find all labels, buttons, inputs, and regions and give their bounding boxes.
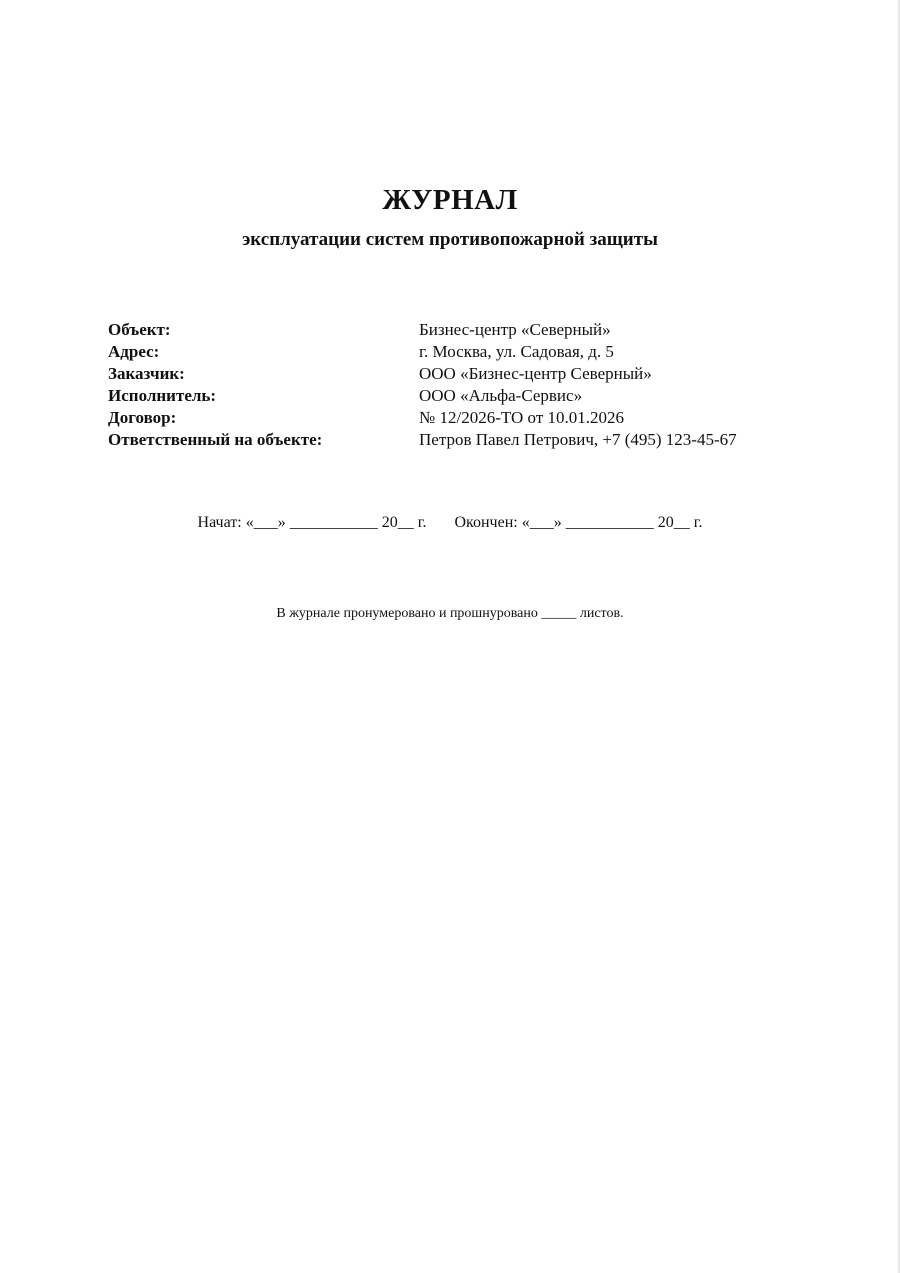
document-subtitle: эксплуатации систем противопожарной защиты <box>242 229 658 250</box>
info-value: Бизнес-центр «Северный» <box>419 320 611 339</box>
info-row-responsible <box>108 429 808 451</box>
info-row-contractor <box>108 385 808 407</box>
info-table <box>108 319 808 451</box>
info-label: Исполнитель: <box>108 386 217 405</box>
started-date: Начат: «___» ___________ 20__ г. <box>197 514 427 531</box>
info-row-address <box>108 341 808 363</box>
info-label: Объект: <box>108 320 171 339</box>
info-label: Адрес: <box>108 342 160 361</box>
info-row-customer <box>108 363 808 385</box>
pages-note: В журнале пронумеровано и прошнуровано _____ листов. <box>276 606 624 621</box>
info-value: г. Москва, ул. Садовая, д. 5 <box>419 342 614 361</box>
info-value: Петров Павел Петрович, +7 (495) 123-45-67 <box>419 430 737 449</box>
document-title: ЖУРНАЛ <box>382 184 518 216</box>
info-label: Договор: <box>108 408 177 427</box>
info-label: Ответственный на объекте: <box>108 430 323 449</box>
info-row-contract <box>108 407 808 429</box>
finished-date: Окончен: «___» ___________ 20__ г. <box>454 514 703 531</box>
info-row-object <box>108 319 808 341</box>
info-label: Заказчик: <box>108 364 185 383</box>
journal-dates <box>0 514 900 532</box>
info-value: № 12/2026-ТО от 10.01.2026 <box>419 408 624 427</box>
info-value: ООО «Альфа-Сервис» <box>419 386 583 405</box>
info-value: ООО «Бизнес-центр Северный» <box>419 364 652 383</box>
